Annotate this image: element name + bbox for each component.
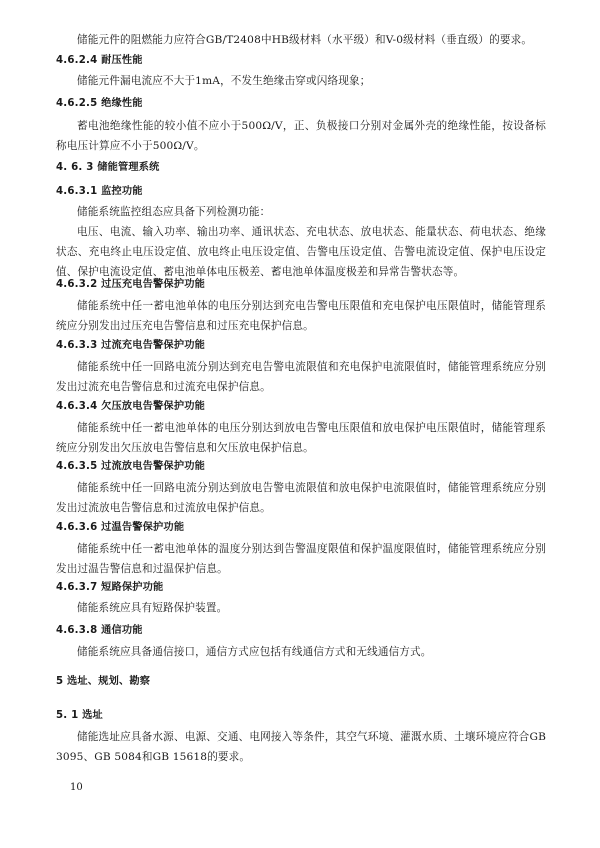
heading-4-6-3: 4. 6. 3 储能管理系统 bbox=[56, 162, 160, 173]
heading-5-1: 5. 1 选址 bbox=[56, 710, 103, 721]
page-number: 10 bbox=[70, 782, 83, 793]
paragraph-4-6-3-6: 储能系统中任一蓄电池单体的温度分别达到告警温度限值和保护温度限值时，储能管理系统应分别发出过温告警信息和过温保护信息。 bbox=[56, 543, 546, 575]
heading-4-6-2-4: 4.6.2.4 耐压性能 bbox=[56, 55, 143, 66]
heading-4-6-3-5: 4.6.3.5 过流放电告警保护功能 bbox=[56, 461, 205, 472]
paragraph-5-1: 储能选址应具备水源、电源、交通、电网接入等条件，其空气环境、灌溉水质、土壤环境应符合GB 3095、GB 5084和GB 15618的要求。 bbox=[56, 731, 546, 763]
paragraph-4-6-3-5: 储能系统中任一回路电流分别达到放电告警电流限值和放电保护电流限值时，储能管理系统应分别发出过流放电告警信息和过流放电保护信息。 bbox=[56, 482, 546, 514]
paragraph-4-6-3-1-intro: 储能系统监控组态应具备下列检测功能： bbox=[77, 206, 271, 218]
paragraph-4-6-3-7: 储能系统应具有短路保护装置。 bbox=[77, 602, 228, 614]
heading-4-6-3-1: 4.6.3.1 监控功能 bbox=[56, 186, 143, 197]
paragraph-4-6-2-5: 蓄电池绝缘性能的较小值不应小于500Ω/V，正、负极接口分别对金属外壳的绝缘性能，按设备标称电压计算应不小于500Ω/V。 bbox=[56, 120, 546, 152]
heading-4-6-3-3: 4.6.3.3 过流充电告警保护功能 bbox=[56, 340, 205, 351]
heading-4-6-3-8: 4.6.3.8 通信功能 bbox=[56, 625, 143, 636]
heading-5: 5 选址、规划、勘察 bbox=[56, 676, 151, 687]
intro-paragraph: 储能元件的阻燃能力应符合GB/T2408中HB级材料（水平级）和V-0级材料（垂直级）的要求。 bbox=[77, 34, 533, 46]
heading-4-6-2-5: 4.6.2.5 绝缘性能 bbox=[56, 98, 143, 109]
paragraph-4-6-3-4: 储能系统中任一蓄电池单体的电压分别达到放电告警电压限值和放电保护电压限值时，储能管理系统应分别发出欠压放电告警信息和欠压放电保护信息。 bbox=[56, 422, 546, 454]
heading-4-6-3-4: 4.6.3.4 欠压放电告警保护功能 bbox=[56, 401, 205, 412]
paragraph-4-6-3-2: 储能系统中任一蓄电池单体的电压分别达到充电告警电压限值和充电保护电压限值时，储能管理系统应分别发出过压充电告警信息和过压充电保护信息。 bbox=[56, 300, 546, 332]
paragraph-4-6-3-8: 储能系统应具备通信接口，通信方式应包括有线通信方式和无线通信方式。 bbox=[77, 646, 432, 658]
paragraph-4-6-3-3: 储能系统中任一回路电流分别达到充电告警电流限值和充电保护电流限值时，储能管理系统应分别发出过流充电告警信息和过流充电保护信息。 bbox=[56, 361, 546, 393]
heading-4-6-3-2: 4.6.3.2 过压充电告警保护功能 bbox=[56, 279, 205, 290]
heading-4-6-3-7: 4.6.3.7 短路保护功能 bbox=[56, 582, 164, 593]
heading-4-6-3-6: 4.6.3.6 过温告警保护功能 bbox=[56, 522, 185, 533]
paragraph-4-6-2-4: 储能元件漏电流应不大于1mA，不发生绝缘击穿或闪络现象； bbox=[77, 75, 371, 87]
paragraph-4-6-3-1-list: 电压、电流、输入功率、输出功率、通讯状态、充电状态、放电状态、能量状态、荷电状态、绝缘状态、充电终止电压设定值、放电终止电压设定值、告警电压设定值、告警电流设定值、保护电压设定值、保护电流设定值、蓄电池单体电压极差、蓄电池单体温度极差和异常告警状态等。 bbox=[56, 226, 546, 278]
